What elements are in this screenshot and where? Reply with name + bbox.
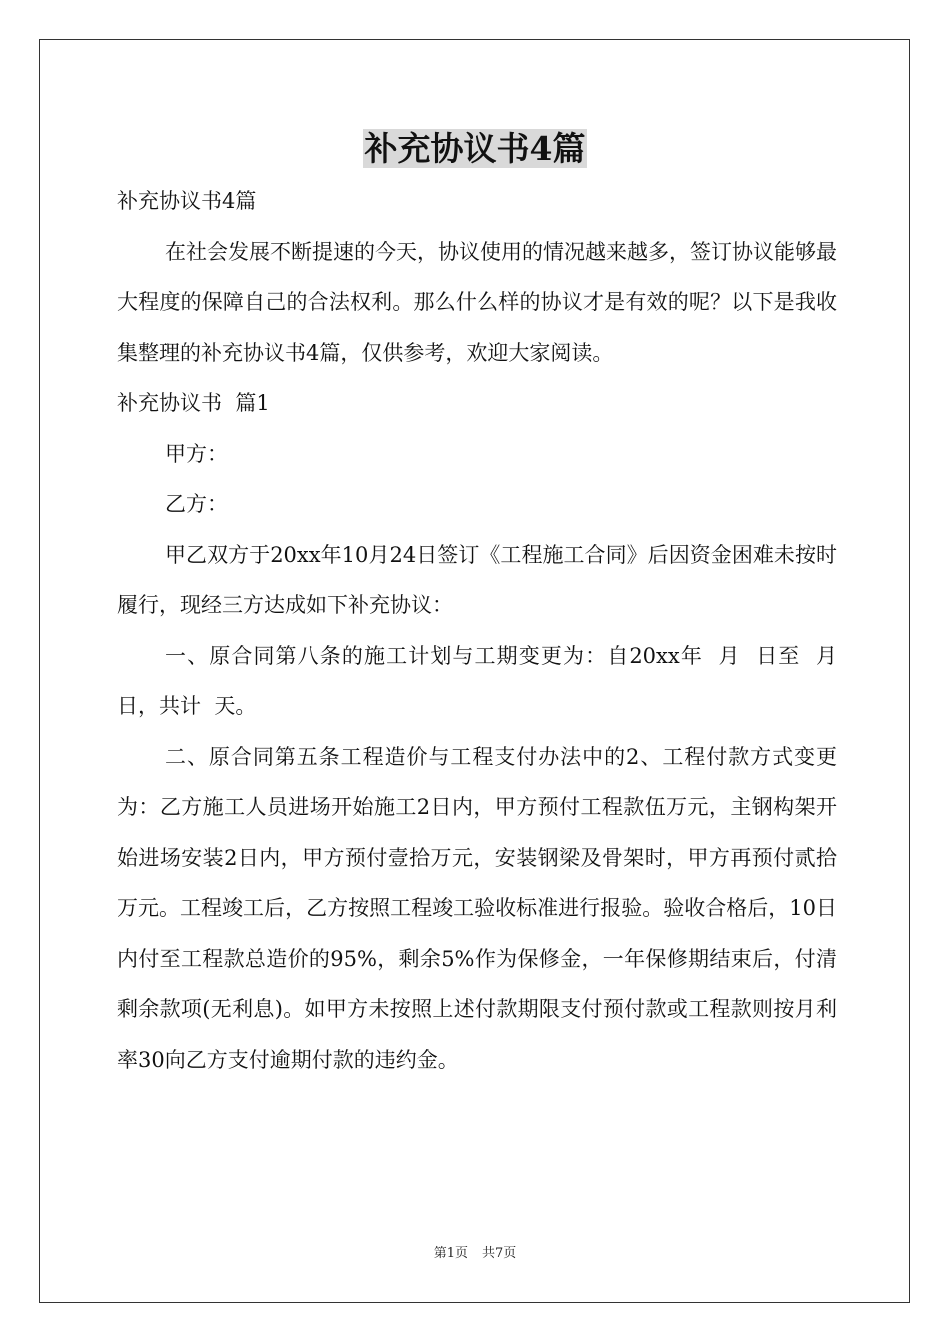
- document-title-text: 补充协议书4篇: [364, 129, 586, 168]
- party-a-line: 甲方：: [165, 441, 228, 466]
- intro-paragraph: 在社会发展不断提速的今天，协议使用的情况越来越多，签订协议能够最大程度的保障自己的合法权利。那么什么样的协议才是有效的呢？以下是我收集整理的补充协议书4篇，仅供参考，欢迎大家阅读。: [117, 239, 837, 365]
- document-body: [117, 176, 851, 1085]
- clause-two: 二、原合同第五条工程造价与工程支付办法中的2、工程付款方式变更为：乙方施工人员进场开始施工2日内，甲方预付工程款伍万元，主钢构架开始进场安装2日内，甲方预付壹拾万元，安装钢梁及骨架时，甲方再预付贰拾万元。工程竣工后，乙方按照工程竣工验收标准进行报验。验收合格后，10日内付至工程款总造价的95%，剩余5%作为保修金，一年保修期结束后，付清剩余款项(无利息)。如甲方未按照上述付款期限支付预付款或工程款则按月利率30向乙方支付逾期付款的违约金。: [117, 744, 837, 1072]
- document-subtitle: 补充协议书4篇: [117, 189, 257, 213]
- agreement-preamble: 甲乙双方于20xx年10月24日签订《工程施工合同》后因资金困难未按时履行，现经三方达成如下补充协议：: [117, 542, 837, 617]
- document-title: [0, 127, 950, 171]
- page-number: 第1页: [433, 1246, 468, 1261]
- page-total: 共7页: [482, 1246, 517, 1261]
- page-footer: [0, 1244, 950, 1264]
- section-heading: 补充协议书 篇1: [117, 391, 270, 415]
- clause-one: 一、原合同第八条的施工计划与工期变更为：自20xx年 月 日至 月 日，共计 天。: [117, 643, 851, 718]
- party-b-line: 乙方：: [165, 492, 228, 516]
